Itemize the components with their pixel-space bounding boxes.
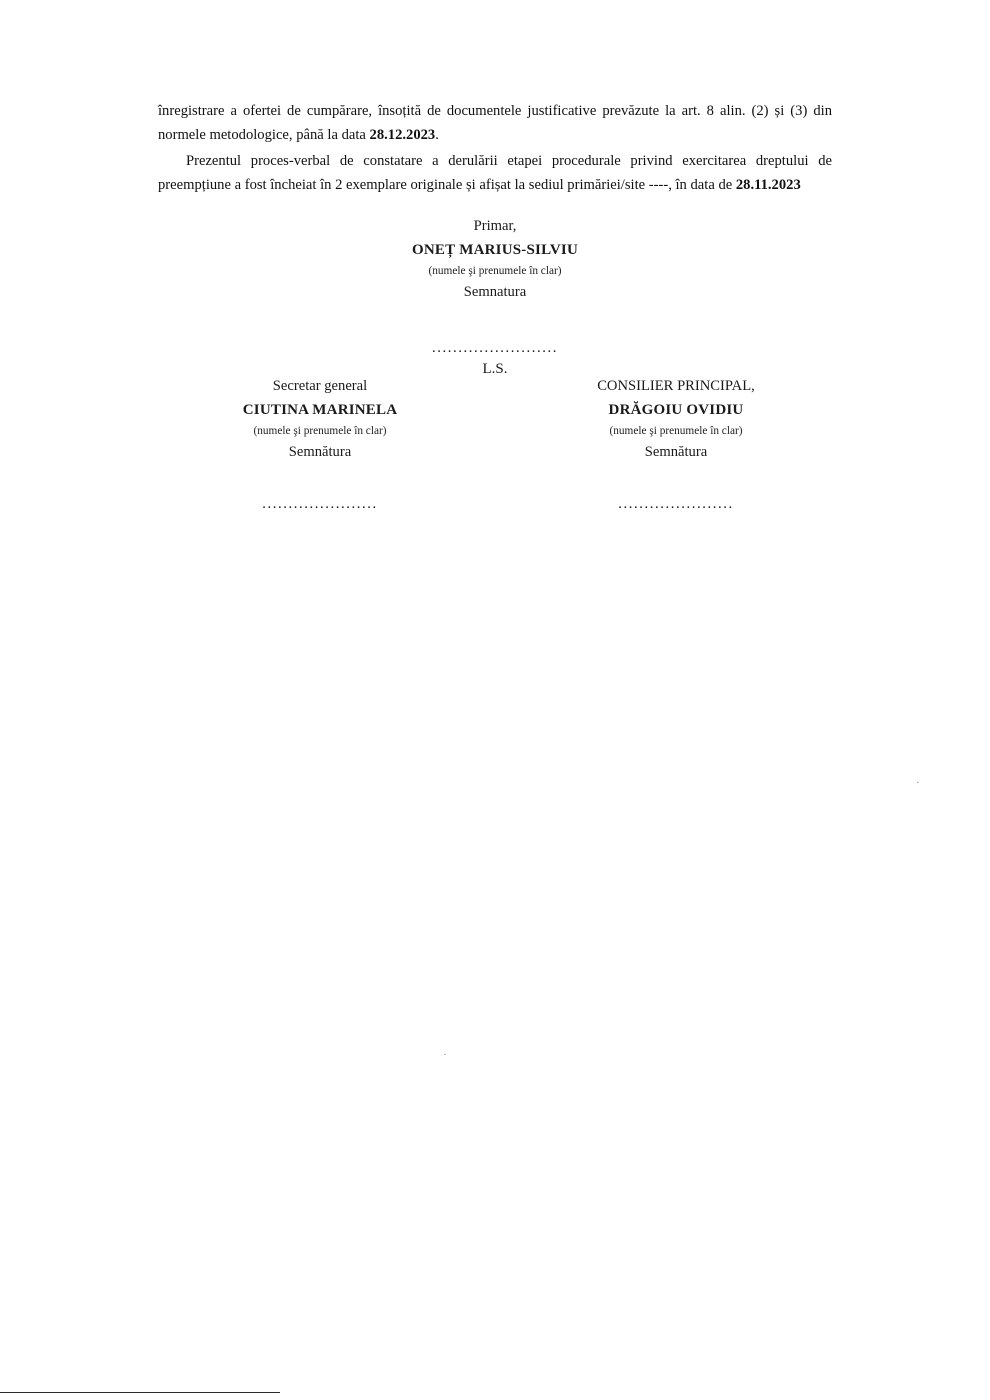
- secretary-role: Secretar general: [272, 378, 368, 394]
- paragraph-1: [158, 100, 832, 147]
- stamp-label: L.S.: [482, 360, 508, 377]
- secretary-name: CIUTINA MARINELA: [242, 401, 398, 418]
- primary-signature-block: [158, 215, 832, 379]
- counselor-signature-line: ......................: [618, 496, 734, 513]
- secondary-signatures: [158, 375, 832, 513]
- paragraph-1-text-a: înregistrare a ofertei de cumpărare, însoțită de documentele justificative prevăzute la art. 8 alin. (2) și (3) din normele metodologice, până la data: [158, 103, 832, 143]
- body-text: [158, 100, 832, 198]
- stamp-area: [158, 338, 832, 379]
- counselor-role: CONSILIER PRINCIPAL,: [597, 378, 755, 394]
- paragraph-2: [158, 150, 832, 197]
- paragraph-2-text-a: Prezentul proces-verbal de constatare a derulării etapei procedurale privind exercitarea dreptului de preempțiune a fost încheiat în 2 exemplare originale și afișat la sediul primăriei/site ----, în data de: [158, 153, 832, 193]
- primary-signature-center: [158, 215, 832, 379]
- counselor-signature-label: Semnătura: [644, 443, 708, 460]
- primary-signature-line: ........................: [432, 340, 558, 357]
- signature-column-secretary: [170, 375, 470, 513]
- secretary-signature-line: ......................: [262, 496, 378, 513]
- primary-name: ONEȚ MARIUS-SILVIU: [412, 241, 578, 258]
- page-bottom-rule: [0, 1392, 280, 1393]
- signature-column-counselor: [526, 375, 826, 513]
- scan-artifact-mark-right: ·: [916, 777, 920, 789]
- primary-signature-label: Semnatura: [463, 283, 527, 300]
- secretary-name-hint: (numele şi prenumele în clar): [253, 424, 387, 437]
- counselor-name: DRĂGOIU OVIDIU: [608, 401, 744, 418]
- paragraph-1-text-b: .: [435, 126, 439, 143]
- paragraph-1-date: 28.12.2023: [369, 126, 436, 143]
- primary-role: Primar,: [473, 218, 517, 234]
- primary-name-hint: (numele şi prenumele în clar): [428, 264, 562, 277]
- paragraph-2-date: 28.11.2023: [735, 176, 801, 193]
- secretary-signature-label: Semnătura: [288, 443, 352, 460]
- scan-artifact-mark-center: ·: [443, 1049, 447, 1061]
- counselor-name-hint: (numele şi prenumele în clar): [609, 424, 743, 437]
